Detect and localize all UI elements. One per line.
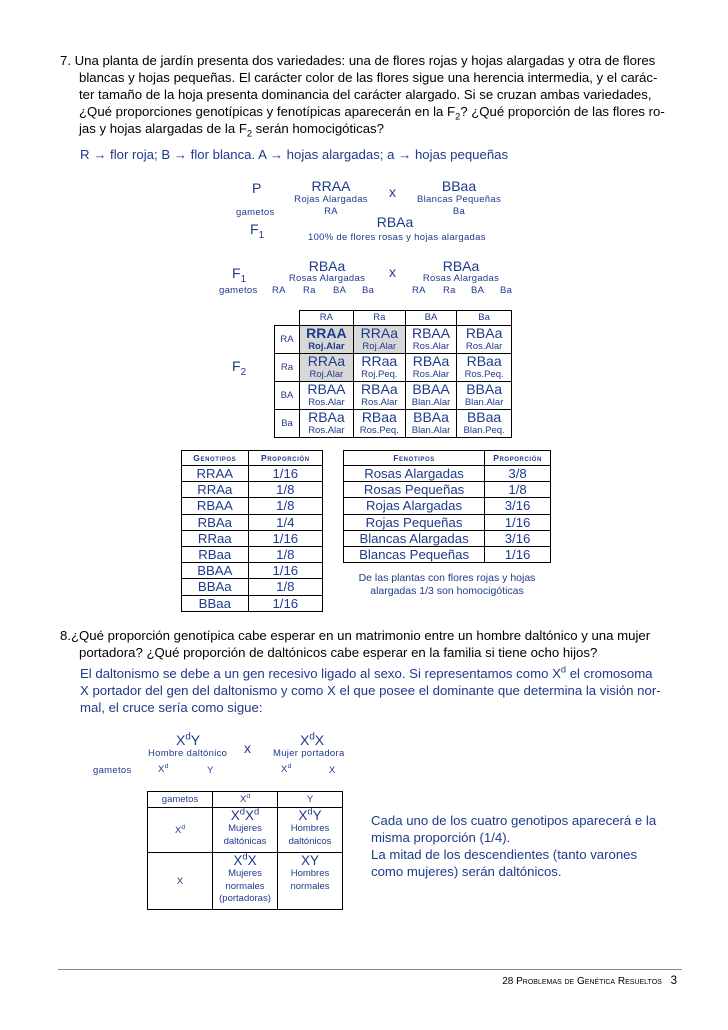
gametos-label: gametos	[236, 207, 275, 218]
q8-answer	[80, 665, 680, 716]
punnett-cell: RBAA Ros.Alar	[405, 326, 456, 354]
punnett-cell: RRaa Roj.Peq.	[353, 354, 405, 382]
genotype-cell: BBAA	[182, 563, 249, 579]
parent1-phenotype: Rojas Alargadas	[294, 194, 368, 205]
corner-cell	[275, 311, 300, 326]
gamete: Ba	[452, 206, 466, 217]
f1-parent2-genotype: RBAa	[442, 258, 480, 274]
punnett-cell: XY Hombres normales	[278, 853, 343, 910]
col-header: Ba	[457, 311, 512, 326]
phenotype-cell: Blancas Alargadas	[344, 530, 485, 546]
answer-line: El daltonismo se debe a un gen recesivo ligado al sexo. Si representamos como $X^d$ el cromosoma	[80, 664, 653, 681]
row-header: Ra	[275, 354, 300, 382]
f1-description: 100% de flores rosas y hojas alargadas	[308, 232, 486, 243]
phenotypes-header: Fenotipos	[344, 451, 485, 466]
punnett-cell: RBAa Ros.Alar	[457, 326, 512, 354]
punnett-cell: $X^dY$ Hombres daltónicos	[278, 808, 343, 853]
genotype-cell: BBAa	[182, 579, 249, 595]
punnett-cell: BBAa Blan.Alar	[457, 382, 512, 410]
gamete: Ba	[500, 285, 513, 296]
table-row	[182, 498, 323, 514]
row-header: Ba	[275, 410, 300, 438]
proportion-cell: 1/8	[248, 498, 322, 514]
phenotype-cell: Rosas Pequeñas	[344, 482, 485, 498]
proportion-cell: 1/16	[485, 514, 551, 530]
proportion-cell: 1/16	[248, 530, 322, 546]
row-header: BA	[275, 382, 300, 410]
punnett-cell: RBAa Ros.Alar	[405, 354, 456, 382]
f1-genotype: RBAa	[376, 214, 414, 230]
proportion-cell: 1/4	[248, 514, 322, 530]
table-row	[344, 466, 551, 482]
table-row	[344, 482, 551, 498]
father-genotype: $X^dY$	[176, 731, 201, 748]
proportion-cell: 1/16	[248, 563, 322, 579]
footer-rule	[58, 969, 682, 970]
punnett-cell: RBAa Ros.Alar	[300, 410, 354, 438]
q7-line: blancas y hojas pequeñas. El carácter color de las flores sigue una herencia intermedia, y el carác-	[79, 70, 658, 85]
conclusion-line: Cada uno de los cuatro genotipos aparecerá e la	[371, 813, 657, 828]
proportion-cell: 1/8	[248, 579, 322, 595]
gametos-label: gametos	[93, 765, 132, 776]
conclusion-line: La mitad de los descendientes (tanto varones	[371, 847, 638, 862]
genotype-cell: BBaa	[182, 595, 249, 611]
mother-phenotype: Mujer portadora	[273, 748, 345, 759]
dalton-punnett-square	[147, 791, 343, 910]
conclusion	[371, 812, 671, 880]
gamete: BA	[471, 285, 485, 296]
col-header: $X^d$	[213, 792, 278, 808]
gamete: RA	[272, 285, 286, 296]
proportion-cell: 1/16	[248, 595, 322, 611]
punnett-row	[148, 853, 343, 910]
proportion-cell: 1/8	[248, 482, 322, 498]
table-row	[344, 530, 551, 546]
table-row	[182, 482, 323, 498]
father-phenotype: Hombre daltónico	[148, 748, 228, 759]
punnett-row	[148, 808, 343, 853]
f1-parent2-phenotype: Rosas Alargadas	[422, 273, 500, 284]
f1-label: $F_1$	[232, 265, 247, 285]
proportion-cell: 1/8	[248, 547, 322, 563]
table-row	[182, 466, 323, 482]
phenotypes-table	[343, 450, 551, 563]
q7-line: jas y hojas alargadas de la $F_2$ serán homocigóticas?	[79, 121, 384, 139]
phenotype-cell: Rojas Alargadas	[344, 498, 485, 514]
q7-line: 7. Una planta de jardín presenta dos variedades: una de flores rojas y hojas alargadas y otra de flores	[60, 53, 656, 68]
homozygous-note: De las plantas con flores rojas y hojas alargadas 1/3 son homocigóticas	[358, 572, 536, 597]
parent2-genotype: BBaa	[441, 178, 477, 194]
f1-label: $F_1$	[250, 221, 265, 241]
gamete: Ba	[362, 285, 375, 296]
question-8	[60, 627, 678, 661]
gamete: $X^d$	[158, 762, 169, 775]
gamete: $X^d$	[281, 762, 292, 775]
gamete: RA	[324, 206, 338, 217]
punnett-square	[274, 310, 512, 438]
gamete: BA	[333, 285, 347, 296]
table-row	[182, 563, 323, 579]
table-row	[182, 530, 323, 546]
q8-line: portadora? ¿Qué proporción de daltónicos cabe esperar en la familia si tiene ocho hijos?	[79, 645, 598, 660]
proportion-cell: 1/8	[485, 482, 551, 498]
mother-genotype: $X^dX$	[300, 731, 325, 748]
proportion-cell: 1/16	[248, 466, 322, 482]
punnett-cell: RRAa Roj.Alar	[300, 354, 354, 382]
footer	[502, 975, 677, 987]
row-header: X	[148, 853, 213, 910]
table-row	[182, 595, 323, 611]
q7-line: ter tamaño de la hoja presenta dominancia del carácter alargado. Si se cruzan ambas variedades,	[79, 87, 652, 102]
parent1-genotype: RRAA	[311, 178, 351, 194]
punnett-row	[275, 382, 512, 410]
gamete: RA	[412, 285, 426, 296]
table-row	[182, 547, 323, 563]
proportion-cell: 1/16	[485, 547, 551, 563]
gametos-label: gametos	[219, 285, 258, 296]
corner-cell: gametos	[148, 792, 213, 808]
page-number: 3	[670, 975, 677, 987]
genotype-cell: RBAa	[182, 514, 249, 530]
p-label: P	[252, 180, 262, 196]
col-header: Ra	[353, 311, 405, 326]
proportion-cell: 3/16	[485, 498, 551, 514]
genotype-cell: RRAa	[182, 482, 249, 498]
phenotype-cell: Blancas Pequeñas	[344, 547, 485, 563]
table-row	[344, 498, 551, 514]
conclusion-line: misma proporción (1/4).	[371, 830, 511, 845]
row-header: RA	[275, 326, 300, 354]
punnett-cell: RBAA Ros.Alar	[300, 382, 354, 410]
cross-symbol: x	[389, 184, 396, 200]
table-row	[344, 547, 551, 563]
answer-line: X portador del gen del daltonismo y como X el que posee el dominante que determina la visión nor-	[80, 683, 661, 698]
genotypes-table	[181, 450, 323, 612]
punnett-cell: RBaa Ros.Peq.	[457, 354, 512, 382]
row-header: $X^d$	[148, 808, 213, 853]
f1-parent1-phenotype: Rosas Alargadas	[288, 273, 366, 284]
table-row	[344, 514, 551, 530]
proportion-header: Proporción	[485, 451, 551, 466]
f1-parent1-genotype: RBAa	[308, 258, 346, 274]
punnett-row	[275, 354, 512, 382]
punnett-cell: $X^dX$ Mujeres normales (portadoras)	[213, 853, 278, 910]
cross-symbol: x	[244, 740, 251, 756]
punnett-row	[275, 410, 512, 438]
genotype-cell: RRAA	[182, 466, 249, 482]
punnett-cell: $X^dX^d$ Mujeres daltónicas	[213, 808, 278, 853]
genotype-cell: RRaa	[182, 530, 249, 546]
table-row	[182, 579, 323, 595]
proportion-cell: 3/8	[485, 466, 551, 482]
gamete: X	[329, 765, 336, 776]
punnett-cell: BBaa Blan.Peq.	[457, 410, 512, 438]
genotypes-header: Genotipos	[182, 451, 249, 466]
phenotype-cell: Rojas Pequeñas	[344, 514, 485, 530]
proportion-cell: 3/16	[485, 530, 551, 546]
punnett-cell: BBAA Blan.Alar	[405, 382, 456, 410]
punnett-cell: BBAa Blan.Alar	[405, 410, 456, 438]
conclusion-line: como mujeres) serán daltónicos.	[371, 864, 562, 879]
punnett-cell: RRAA Roj.Alar	[300, 326, 354, 354]
col-header: BA	[405, 311, 456, 326]
punnett-cell: RRAa Roj.Alar	[353, 326, 405, 354]
footer-title: 28 Problemas de Genética Resueltos	[502, 976, 662, 987]
answer-line: mal, el cruce sería como sigue:	[80, 700, 263, 715]
q8-line: 8.¿Qué proporción genotípica cabe esperar en un matrimonio entre un hombre daltónico y una mujer	[60, 628, 651, 643]
genotype-cell: RBaa	[182, 547, 249, 563]
allele-legend: R → flor roja; B → flor blanca. A → hojas alargadas; a → hojas pequeñas	[80, 147, 509, 162]
punnett-row	[275, 326, 512, 354]
punnett-cell: RBaa Ros.Peq.	[353, 410, 405, 438]
genotype-cell: RBAA	[182, 498, 249, 514]
col-header: Y	[278, 792, 343, 808]
f2-label: $F_2$	[232, 358, 247, 378]
col-header: RA	[300, 311, 354, 326]
phenotype-cell: Rosas Alargadas	[344, 466, 485, 482]
cross-symbol: x	[389, 264, 396, 280]
gamete: Ra	[443, 285, 456, 296]
q7-line: ¿Qué proporciones genotípicas y fenotípicas aparecerán en la $F_2$? ¿Qué proporción de las flores ro-	[79, 104, 665, 122]
punnett-cell: RBAa Ros.Alar	[353, 382, 405, 410]
question-7	[60, 52, 678, 137]
proportion-header: Proporción	[248, 451, 322, 466]
table-row	[182, 514, 323, 530]
gamete: Ra	[303, 285, 316, 296]
gamete: Y	[207, 765, 214, 776]
parent2-phenotype: Blancas Pequeñas	[416, 194, 502, 205]
